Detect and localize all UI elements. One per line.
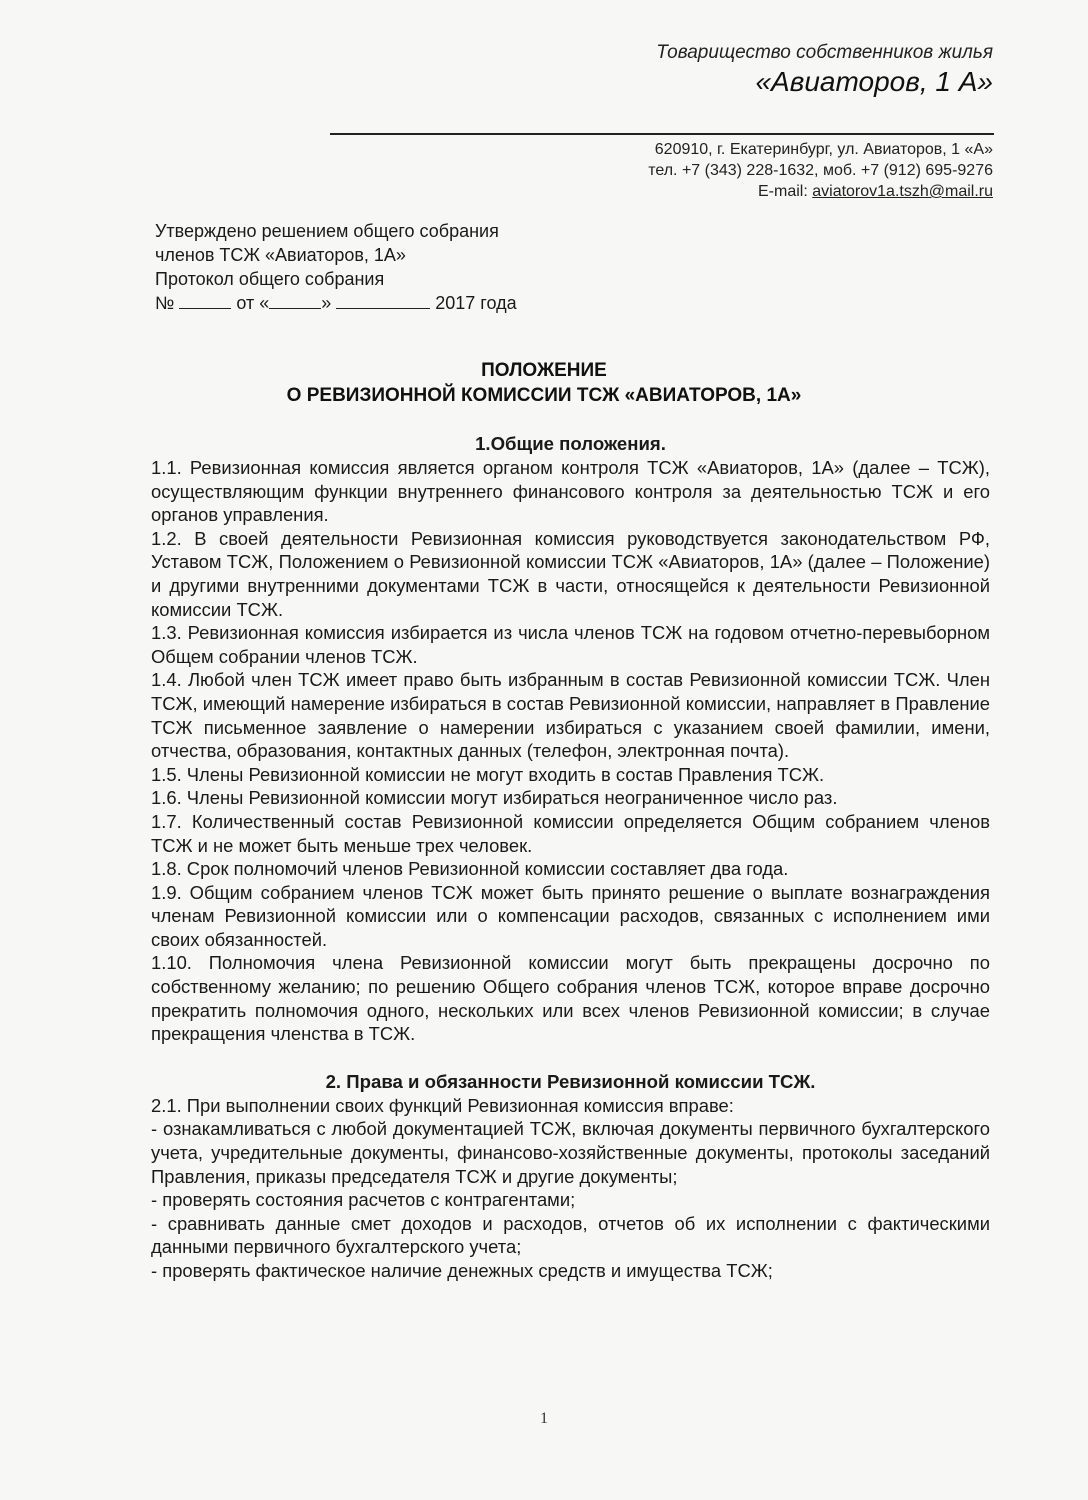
paragraph: - проверять состояния расчетов с контрагентами; (151, 1189, 576, 1211)
paragraph: 1.8. Срок полномочий членов Ревизионной комиссии составляет два года. (151, 858, 789, 880)
number-sign: № (155, 293, 175, 313)
email-label: E-mail: (758, 183, 813, 200)
address: 620910, г. Екатеринбург, ул. Авиаторов, 1 «А» (654, 141, 993, 158)
year-text: 2017 года (435, 293, 517, 313)
month-blank (336, 292, 430, 309)
paragraph: 1.10. Полномочия члена Ревизионной комиссии могут быть прекращены досрочно по собственному желанию; по решению Общего собрания членов ТСЖ, которое вправе досрочно прекратить полномочия одного, нескольких или всех членов Ревизионной комиссии; в случае прекращения членства в ТСЖ. (151, 952, 990, 1045)
header-divider (330, 133, 994, 135)
approval-line-2: членов ТСЖ «Авиаторов, 1А» (155, 245, 406, 265)
paragraph: 2.1. При выполнении своих функций Ревизионная комиссия вправе: (151, 1094, 734, 1116)
page-number: 1 (540, 1410, 548, 1427)
from-label: от « (236, 293, 270, 313)
paragraph: - ознакамливаться с любой документацией ТСЖ, включая документы первичного бухгалтерского учета, учредительные документы, финансово-хозяйственные документы, протоколы заседаний Правления, приказы председателя ТСЖ и другие документы; (151, 1118, 990, 1187)
section-spacer (151, 1046, 990, 1070)
title-line-1: ПОЛОЖЕНИЕ (481, 360, 607, 381)
paragraph: 1.7. Количественный состав Ревизионной комиссии определяется Общим собранием членов ТСЖ и не может быть меньше трех человек. (151, 810, 990, 856)
paragraph: 1.4. Любой член ТСЖ имеет право быть избранным в состав Ревизионной комиссии ТСЖ. Член ТСЖ, имеющий намерение избираться в состав Ревизионной комиссии, направляет в Правление ТСЖ письменное заявление о намерении избираться с указанием своей фамилии, имени, отчества, образования, контактных данных (телефон, электронная почта). (151, 669, 990, 762)
paragraph: 1.6. Члены Ревизионной комиссии могут избираться неограниченное число раз. (151, 787, 838, 809)
email-link[interactable]: aviatorov1a.tszh@mail.ru (812, 183, 993, 200)
title-line-2: О РЕВИЗИОННОЙ КОМИССИИ ТСЖ «АВИАТОРОВ, 1А» (286, 385, 802, 406)
number-blank (179, 292, 231, 309)
approval-block (155, 219, 517, 315)
paragraph: 1.2. В своей деятельности Ревизионная комиссия руководствуется законодательством РФ, Уставом ТСЖ, Положением о Ревизионной комиссии ТСЖ «Авиаторов, 1А» (далее – Положение) и другими внутренними документами ТСЖ в части, относящейся к деятельности Ревизионной комиссии ТСЖ. (151, 527, 990, 620)
approval-line-1: Утверждено решением общего собрания (155, 221, 499, 241)
document-body (151, 432, 990, 1283)
email-line (648, 181, 993, 202)
phones: тел. +7 (343) 228-1632, моб. +7 (912) 695-9276 (648, 162, 993, 179)
protocol-number-line (155, 291, 517, 315)
approval-line-3: Протокол общего собрания (155, 269, 385, 289)
contacts-block (648, 139, 993, 202)
paragraph: - проверять фактическое наличие денежных средств и имущества ТСЖ; (151, 1260, 773, 1281)
paragraph: 1.5. Члены Ревизионной комиссии не могут входить в состав Правления ТСЖ. (151, 763, 825, 785)
org-name: «Авиаторов, 1 А» (755, 66, 993, 97)
document-title (0, 358, 1088, 408)
paragraph: 1.3. Ревизионная комиссия избирается из числа членов ТСЖ на годовом отчетно-перевыборном Общем собрании членов ТСЖ. (151, 622, 990, 667)
day-blank (269, 292, 321, 309)
paragraph: 1.1. Ревизионная комиссия является органом контроля ТСЖ «Авиаторов, 1А» (далее – ТСЖ), осуществляющим функции внутреннего финансового контроля за деятельностью ТСЖ и его органов управления. (151, 457, 990, 526)
section-2-heading: 2. Права и обязанности Ревизионной комиссии ТСЖ. (325, 1070, 816, 1092)
section-1-heading: 1.Общие положения. (475, 433, 666, 454)
paragraph: 1.9. Общим собранием членов ТСЖ может быть принято решение о выплате вознаграждения членам Ревизионной комиссии или о компенсации расходов, связанных с исполнением ими своих обязанностей. (151, 881, 990, 950)
org-type: Товарищество собственников жилья (656, 42, 993, 63)
paragraph: - сравнивать данные смет доходов и расходов, отчетов об их исполнении с фактическими данными первичного бухгалтерского учета; (151, 1212, 990, 1258)
quote-close: » (321, 293, 332, 313)
